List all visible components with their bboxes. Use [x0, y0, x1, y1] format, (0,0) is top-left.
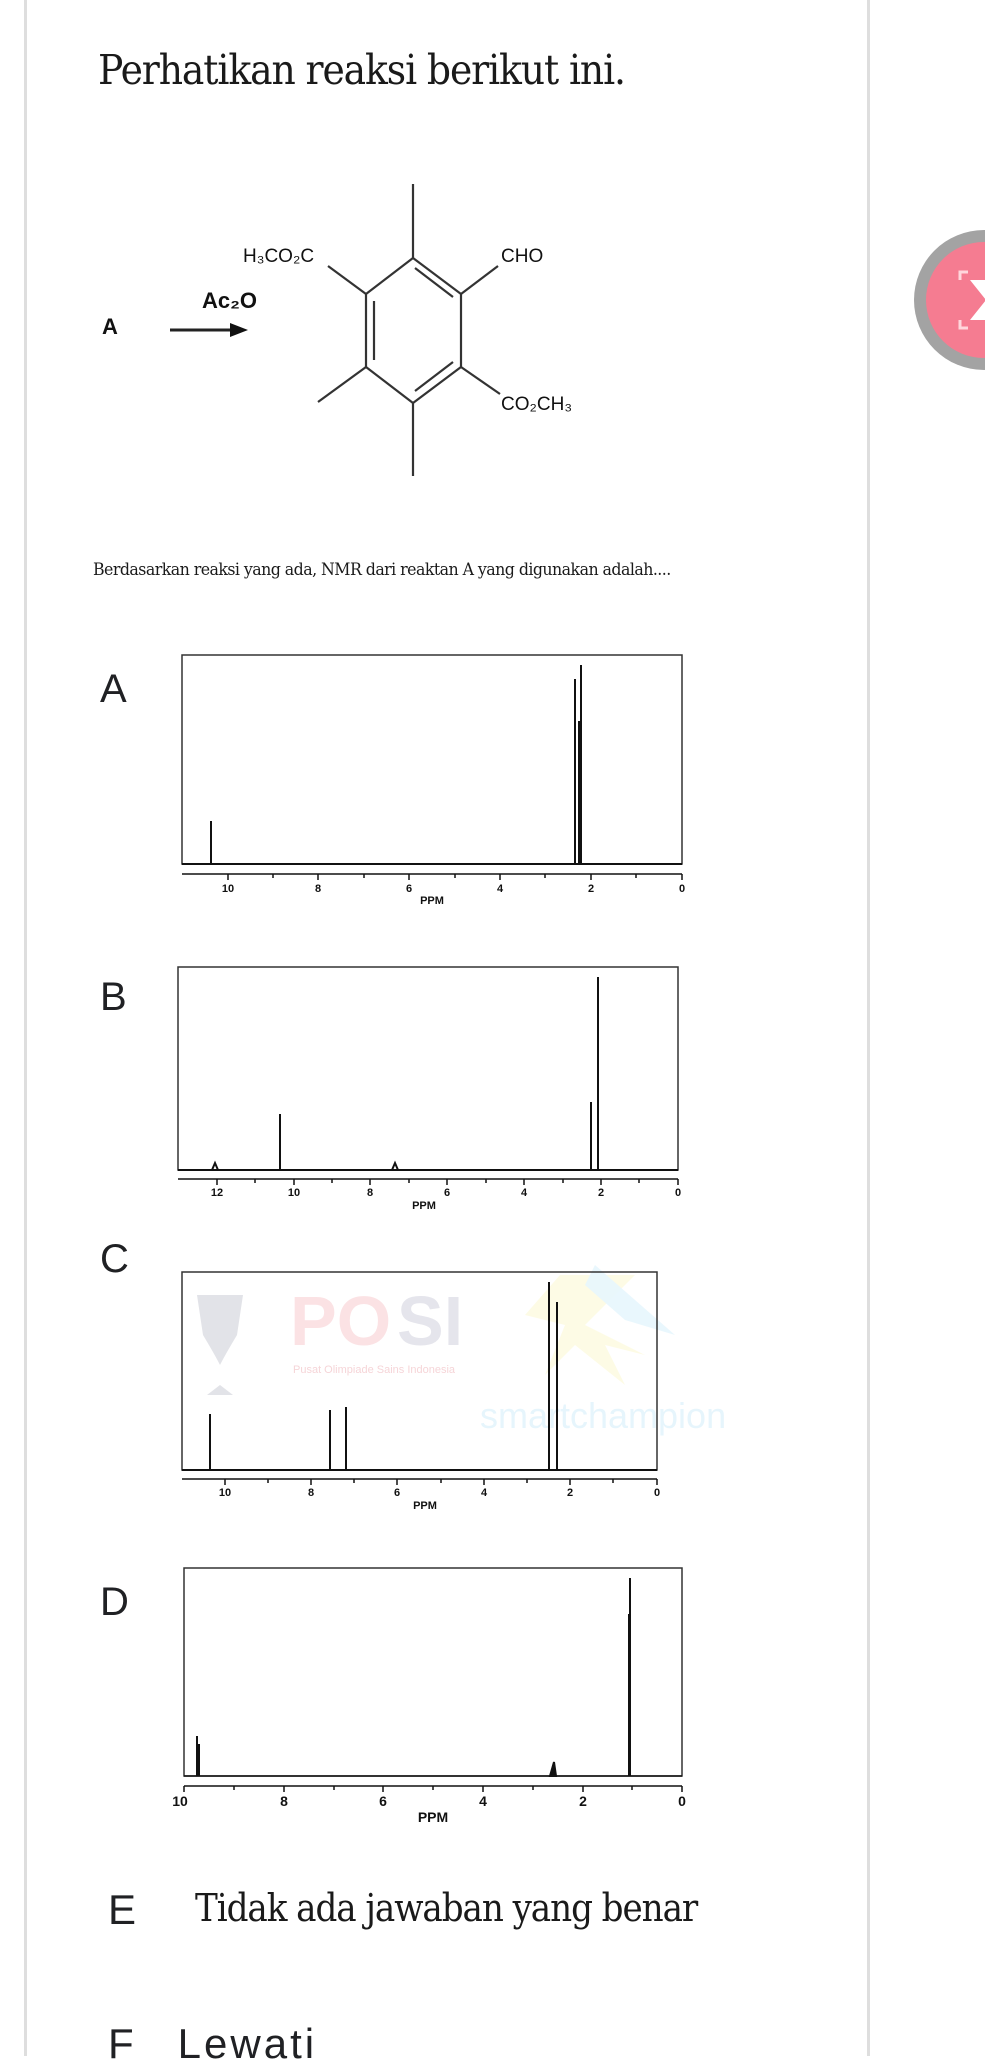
- svg-text:4: 4: [480, 1487, 488, 1499]
- svg-text:0: 0: [678, 1793, 686, 1809]
- svg-text:8: 8: [366, 1187, 374, 1199]
- substituent-ester-left: H₃CO₂C: [243, 246, 315, 267]
- svg-text:12: 12: [210, 1187, 224, 1199]
- svg-text:PO: PO: [290, 1282, 392, 1360]
- reagent-label: Ac₂O: [202, 288, 258, 313]
- option-c-spectrum[interactable]: [160, 1250, 760, 1535]
- spectrum-c-peaks: [210, 1282, 557, 1470]
- svg-text:4: 4: [520, 1187, 528, 1199]
- question-prompt: Berdasarkan reaksi yang ada, NMR dari reaktan A yang digunakan adalah....: [93, 560, 671, 580]
- svg-text:4: 4: [479, 1793, 487, 1809]
- svg-text:10: 10: [218, 1487, 232, 1499]
- spectrum-a-peaks: [211, 665, 581, 864]
- spectrum-d-peaks: [197, 1578, 630, 1776]
- next-question-button[interactable]: [914, 230, 985, 370]
- svg-text:8: 8: [314, 883, 322, 895]
- svg-text:SI: SI: [397, 1282, 464, 1360]
- svg-text:8: 8: [307, 1487, 315, 1499]
- option-f-letter: F: [108, 2020, 134, 2067]
- substituent-ester-right: CO₂CH₃: [501, 394, 573, 415]
- option-f-text: Lewati: [177, 2020, 318, 2067]
- option-d-letter[interactable]: D: [100, 1580, 129, 1624]
- svg-text:0: 0: [653, 1487, 661, 1499]
- option-e-letter[interactable]: E: [108, 1886, 137, 1933]
- option-c-letter[interactable]: C: [100, 1237, 129, 1281]
- substituent-aldehyde: CHO: [501, 246, 544, 267]
- svg-text:Pusat Olimpiade Sains Indonesi: Pusat Olimpiade Sains Indonesia: [293, 1364, 456, 1376]
- option-b-spectrum[interactable]: [170, 950, 770, 1235]
- reactant-label: A: [102, 314, 118, 339]
- svg-text:10: 10: [287, 1187, 301, 1199]
- x-axis-label: PPM: [420, 895, 444, 907]
- x-axis-label: PPM: [412, 1200, 436, 1212]
- svg-text:0: 0: [674, 1187, 682, 1199]
- svg-text:6: 6: [443, 1187, 451, 1199]
- option-b-letter[interactable]: B: [100, 975, 127, 1019]
- svg-text:10: 10: [221, 883, 235, 895]
- svg-text:smartchampion: smartchampion: [480, 1395, 727, 1436]
- reaction-scheme: [80, 170, 780, 490]
- svg-text:8: 8: [280, 1793, 288, 1809]
- question-title: Perhatikan reaksi berikut ini.: [98, 46, 625, 94]
- x-axis-label: PPM: [413, 1500, 437, 1512]
- svg-text:2: 2: [566, 1487, 574, 1499]
- svg-text:0: 0: [678, 883, 686, 895]
- option-d-spectrum[interactable]: [170, 1550, 770, 1835]
- chevron-right-icon: [926, 242, 985, 358]
- option-a-letter[interactable]: A: [100, 667, 127, 711]
- reaction-arrow: [170, 323, 248, 337]
- option-e-text[interactable]: Tidak ada jawaban yang benar: [195, 1886, 698, 1930]
- svg-text:2: 2: [579, 1793, 587, 1809]
- spectrum-b-peaks: [212, 977, 598, 1170]
- x-axis-label: PPM: [417, 1809, 449, 1825]
- svg-text:6: 6: [393, 1487, 401, 1499]
- option-f[interactable]: [108, 2020, 317, 2068]
- svg-text:2: 2: [587, 883, 595, 895]
- svg-text:6: 6: [405, 883, 413, 895]
- svg-text:4: 4: [496, 883, 504, 895]
- svg-text:10: 10: [172, 1793, 188, 1809]
- svg-text:6: 6: [379, 1793, 387, 1809]
- product-structure: [318, 184, 500, 476]
- option-a-spectrum[interactable]: [170, 640, 770, 925]
- svg-text:2: 2: [597, 1187, 605, 1199]
